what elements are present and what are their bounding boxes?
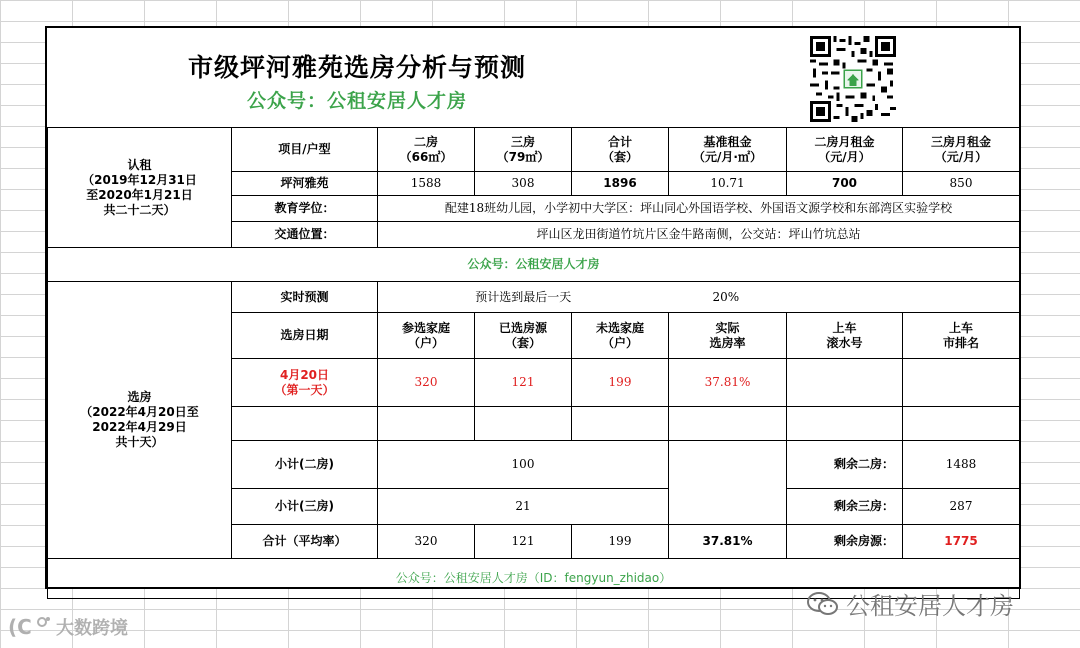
brand-logo-icon [8, 614, 52, 640]
empty-cell [903, 407, 1020, 441]
total-unselected-cell: 199 [572, 525, 669, 559]
rent-period-line-3: 共二十二天） [103, 202, 176, 217]
empty-cell [787, 407, 903, 441]
project-3room-rent-cell: 850 [903, 172, 1020, 196]
empty-cell [475, 407, 572, 441]
selection-period-line-3: 共十天） [115, 435, 164, 449]
spreadsheet-sheet [45, 26, 1021, 589]
subtotal-2room-spacer-cell [669, 441, 787, 489]
remaining-3room-value-cell: 287 [903, 489, 1020, 525]
subtotal-2room-value-cell: 100 [378, 441, 669, 489]
total-selected-cell: 121 [475, 525, 572, 559]
column-header-families: 参选家庭 （户） [378, 313, 475, 359]
selection-period-line-2: 2022年4月29日 [92, 420, 187, 434]
column-header-city-rank: 上车 市排名 [903, 313, 1020, 359]
traffic-label-cell: 交通位置： [232, 222, 378, 248]
column-header-selected: 已选房源 （套） [475, 313, 572, 359]
column-header-2room: 二房 （66㎡） [378, 128, 475, 172]
subtotal-3room-label-cell: 小计(三房) [232, 489, 378, 525]
wechat-icon [806, 591, 840, 617]
day1-rank-cell [903, 359, 1020, 407]
selection-period-line-1: （2022年4月20日至 [80, 405, 199, 419]
subtotal-3room-value-cell: 21 [378, 489, 669, 525]
empty-cell [232, 407, 378, 441]
watermark-left-text: 大数跨境 [56, 618, 128, 639]
project-name-cell: 坪河雅苑 [232, 172, 378, 196]
project-base-rent-cell: 10.71 [669, 172, 787, 196]
mid-banner-row [48, 248, 1020, 282]
forecast-value-cell: 20% [669, 282, 1020, 313]
page-title: 市级坪河雅苑选房分析与预测 [187, 53, 526, 82]
day1-date: 4月20日 [279, 367, 330, 382]
column-header-type: 项目/户型 [232, 128, 378, 172]
watermark-right [806, 586, 1014, 621]
empty-cell [378, 407, 475, 441]
column-header-total: 合计 （套） [572, 128, 669, 172]
remaining-total-label-cell: 剩余房源： [787, 525, 903, 559]
traffic-value-cell: 坪山区龙田街道竹坑片区金牛路南侧，公交站：坪山竹坑总站 [378, 222, 1020, 248]
subtotal-3room-spacer-cell [669, 489, 787, 525]
remaining-2room-value-cell: 1488 [903, 441, 1020, 489]
day1-selected-cell: 121 [475, 359, 572, 407]
project-3room-cell: 308 [475, 172, 572, 196]
total-label-cell: 合计（平均率） [232, 525, 378, 559]
day1-unselected-cell: 199 [572, 359, 669, 407]
selection-section-label-cell [48, 282, 232, 559]
empty-cell [669, 407, 787, 441]
watermark-right-text: 公租安居人才房 [846, 592, 1014, 620]
forecast-label-cell: 实时预测 [232, 282, 378, 313]
column-header-3room-rent: 三房月租金 （元/月） [903, 128, 1020, 172]
remaining-2room-label-cell: 剩余二房： [787, 441, 903, 489]
column-header-base-rent: 基准租金 （元/月·㎡） [669, 128, 787, 172]
project-total-cell: 1896 [572, 172, 669, 196]
page-subtitle: 公众号：公租安居人才房 [246, 90, 467, 112]
column-header-3room: 三房 （79㎡） [475, 128, 572, 172]
day1-date-cell [232, 359, 378, 407]
forecast-row [48, 282, 1020, 313]
day1-rate-cell: 37.81% [669, 359, 787, 407]
rent-period-line-2: 至2020年1月21日 [86, 187, 193, 202]
qr-code-icon [810, 36, 896, 122]
day1-families-cell: 320 [378, 359, 475, 407]
subtotal-2room-label-cell: 小计(二房) [232, 441, 378, 489]
education-label-cell: 教育学位： [232, 196, 378, 222]
rent-section-label-cell [48, 128, 232, 248]
column-header-rate: 实际 选房率 [669, 313, 787, 359]
remaining-total-value-cell: 1775 [903, 525, 1020, 559]
footer-cell: 公众号：公租安居人才房（ID：fengyun_zhidao） [48, 559, 1020, 599]
education-value-cell: 配建18班幼儿园，小学初中大学区：坪山同心外国语学校、外国语文源学校和东部湾区实验学校 [378, 196, 1020, 222]
forecast-text-cell: 预计选到最后一天 [378, 282, 669, 313]
column-header-date: 选房日期 [232, 313, 378, 359]
total-rate-cell: 37.81% [669, 525, 787, 559]
day1-queue-cell [787, 359, 903, 407]
rent-period-line-1: （2019年12月31日 [82, 172, 197, 187]
project-2room-rent-cell: 700 [787, 172, 903, 196]
watermark-left [8, 614, 128, 640]
column-header-unselected: 未选家庭 （户） [572, 313, 669, 359]
rent-header-row [48, 128, 1020, 172]
column-header-2room-rent: 二房月租金 （元/月） [787, 128, 903, 172]
selection-section-label: 选房 [127, 390, 152, 404]
svg-text:(C: (C [8, 615, 32, 639]
empty-cell [572, 407, 669, 441]
rent-section-label: 认租 [127, 157, 152, 172]
mid-banner-cell: 公众号：公租安居人才房 [48, 248, 1020, 282]
housing-selection-table [47, 127, 1020, 599]
remaining-3room-label-cell: 剩余三房： [787, 489, 903, 525]
day1-label: （第一天） [274, 382, 335, 397]
project-2room-cell: 1588 [378, 172, 475, 196]
column-header-queue-number: 上车 滚水号 [787, 313, 903, 359]
total-families-cell: 320 [378, 525, 475, 559]
